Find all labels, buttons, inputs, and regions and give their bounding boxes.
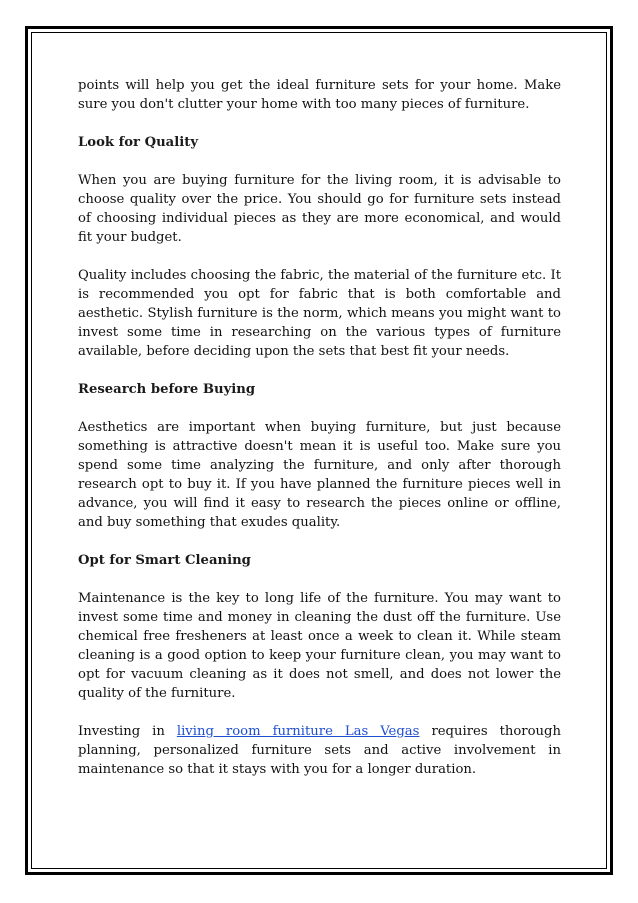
document-body bbox=[78, 76, 561, 798]
intro-paragraph: points will help you get the ideal furniture sets for your home. Make sure you don't clutter your home with too many pieces of furniture. bbox=[78, 78, 561, 112]
section-research-paragraph-1: Aesthetics are important when buying furniture, but just because something is attractive doesn't mean it is useful too. Make sure you spend some time analyzing the furniture, and only after thorough research opt to buy it. If you have planned the furniture pieces well in advance, you will find it easy to research the pieces online or offline, and buy something that exudes quality. bbox=[78, 420, 561, 530]
section-cleaning-paragraph-1: Maintenance is the key to long life of the furniture. You may want to invest some time and money in cleaning the dust off the furniture. Use chemical free fresheners at least once a week to clean it. While steam cleaning is a good option to keep your furniture clean, you may want to opt for vacuum cleaning as it does not smell, and does not lower the quality of the furniture. bbox=[78, 591, 561, 701]
closing-paragraph bbox=[78, 722, 561, 779]
living-room-furniture-link[interactable]: living room furniture Las Vegas bbox=[176, 724, 420, 739]
section-heading-cleaning: Opt for Smart Cleaning bbox=[78, 553, 251, 568]
section-heading-quality: Look for Quality bbox=[78, 135, 198, 150]
section-quality-paragraph-2: Quality includes choosing the fabric, the material of the furniture etc. It is recommended you opt for fabric that is both comfortable and aesthetic. Stylish furniture is the norm, which means you might want to invest some time in researching on the various types of furniture available, before deciding upon the sets that best fit your needs. bbox=[78, 268, 561, 359]
closing-text-before-link: Investing in bbox=[78, 724, 177, 739]
closing-text-after-link: requires thorough planning, personalized furniture sets and active involvement in maintenance so that it stays with you for a longer duration. bbox=[78, 724, 561, 777]
section-heading-research: Research before Buying bbox=[78, 382, 256, 397]
section-quality-paragraph-1: When you are buying furniture for the living room, it is advisable to choose quality over the price. You should go for furniture sets instead of choosing individual pieces as they are more economical, and would fit your budget. bbox=[78, 173, 561, 245]
